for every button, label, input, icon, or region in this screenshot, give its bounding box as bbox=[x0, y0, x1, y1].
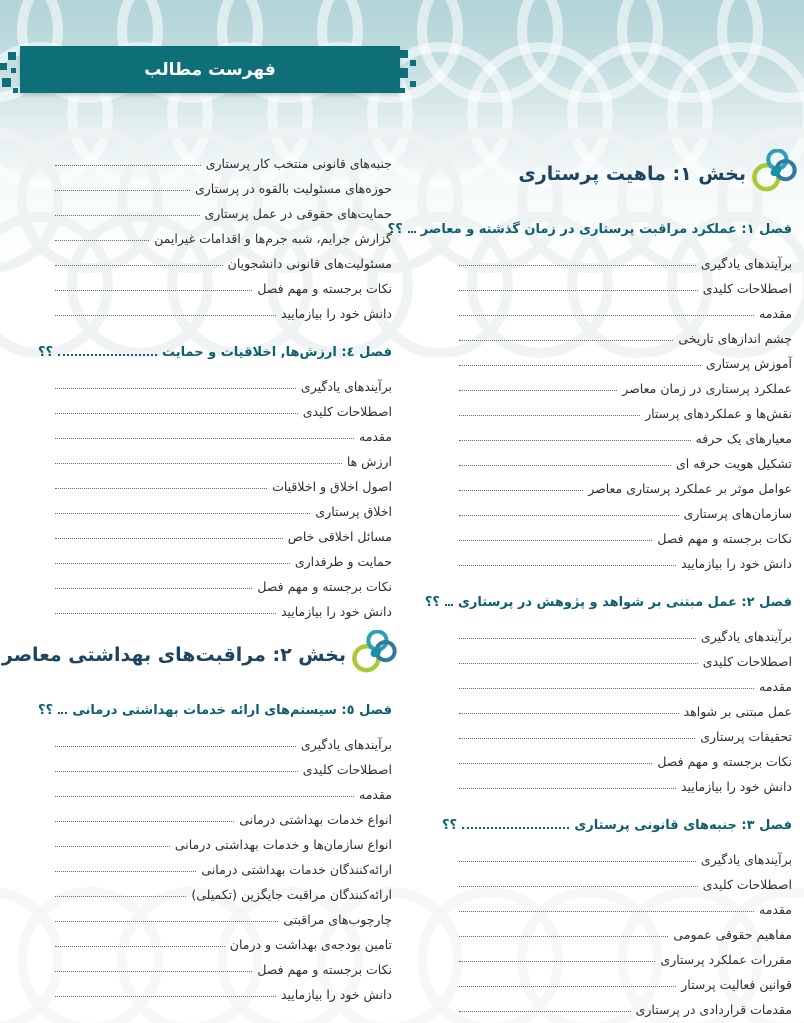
leader-dots bbox=[55, 746, 296, 747]
toc-entry bbox=[440, 423, 792, 448]
toc-entry bbox=[36, 496, 392, 521]
toc-entry-label: برآیندهای یادگیری bbox=[700, 629, 792, 644]
leader-dots bbox=[55, 946, 225, 947]
toc-entry bbox=[36, 979, 392, 1004]
chapter-heading bbox=[36, 694, 392, 720]
toc-entry-label: دانش خود را بیازمایید bbox=[280, 604, 392, 619]
toc-entry-label: تامین بودجه‌ی بهداشت و درمان bbox=[229, 937, 392, 952]
leader-dots bbox=[55, 563, 290, 564]
page-number-placeholder: ؟؟ bbox=[38, 345, 54, 360]
toc-entry bbox=[36, 198, 392, 223]
leader-dots bbox=[459, 986, 676, 987]
pixel-decoration bbox=[2, 78, 11, 87]
pixel-decoration bbox=[398, 68, 408, 78]
toc-entry-label: مقدمه bbox=[759, 902, 792, 917]
rings-logo-icon bbox=[352, 630, 398, 680]
toc-entry-label: حوزه‌های مسئولیت بالقوه در پرستاری bbox=[194, 181, 392, 196]
toc-entry-label: مقدمه bbox=[359, 787, 392, 802]
toc-entry bbox=[440, 869, 792, 894]
toc-entry bbox=[36, 446, 392, 471]
toc-entry-label: اصول اخلاق و اخلاقیات bbox=[272, 479, 392, 494]
toc-entry bbox=[440, 894, 792, 919]
leader-dots bbox=[55, 588, 252, 589]
rings-logo-icon bbox=[752, 149, 798, 199]
toc-entry-label: عمل مبتنی بر شواهد bbox=[683, 704, 792, 719]
leader-dots bbox=[459, 738, 695, 739]
leader-dots bbox=[459, 1011, 631, 1012]
leader-dots bbox=[55, 240, 149, 241]
toc-entry bbox=[440, 273, 792, 298]
toc-entry bbox=[36, 829, 392, 854]
toc-entry-label: برآیندهای یادگیری bbox=[300, 379, 392, 394]
toc-entry bbox=[440, 969, 792, 994]
toc-entry-label: دانش خود را بیازمایید bbox=[280, 306, 392, 321]
toc-entry bbox=[36, 471, 392, 496]
toc-entry-label: اصطلاحات کلیدی bbox=[302, 404, 392, 419]
toc-entry bbox=[36, 521, 392, 546]
toc-entry-label: ارزش ها bbox=[346, 454, 392, 469]
chapter-heading-label: فصل ٥: سیستم‌های ارائه خدمات بهداشتی درمانی bbox=[72, 703, 392, 718]
leader-dots bbox=[55, 996, 276, 997]
toc-entry-label: دانش خود را بیازمایید bbox=[680, 779, 792, 794]
toc-entry bbox=[36, 223, 392, 248]
toc-entry bbox=[36, 596, 392, 621]
toc-entry bbox=[36, 879, 392, 904]
toc-entry bbox=[440, 994, 792, 1019]
leader-dots bbox=[55, 821, 234, 822]
leader-dots bbox=[408, 231, 416, 233]
toc-entry-label: مسائل اخلاقی خاص bbox=[287, 529, 392, 544]
toc-entry-label: انواع سازمان‌ها و خدمات بهداشتی درمانی bbox=[174, 837, 392, 852]
toc-entry-label: آموزش پرستاری bbox=[705, 356, 792, 371]
toc-entry bbox=[440, 746, 792, 771]
toc-entry bbox=[440, 721, 792, 746]
toc-entry-label: مقدمه bbox=[759, 306, 792, 321]
pixel-decoration bbox=[11, 68, 16, 73]
leader-dots bbox=[55, 315, 276, 316]
toc-column-left bbox=[1, 148, 392, 1019]
leader-dots bbox=[459, 490, 583, 491]
leader-dots bbox=[55, 190, 190, 191]
toc-entry bbox=[440, 523, 792, 548]
leader-dots bbox=[55, 438, 354, 439]
toc-entry bbox=[440, 671, 792, 696]
leader-dots bbox=[55, 290, 252, 291]
toc-column-right bbox=[387, 148, 792, 1019]
leader-dots bbox=[459, 515, 679, 516]
leader-dots bbox=[459, 911, 754, 912]
toc-entry-label: اصطلاحات کلیدی bbox=[702, 281, 792, 296]
leader-dots bbox=[462, 827, 569, 829]
toc-entry-label: مقدمات قراردادی در پرستاری bbox=[635, 1002, 792, 1017]
pixel-decoration bbox=[8, 52, 16, 60]
pixel-decoration bbox=[410, 60, 416, 66]
toc-entry bbox=[36, 779, 392, 804]
toc-entry bbox=[440, 944, 792, 969]
leader-dots bbox=[459, 663, 698, 664]
toc-entry bbox=[440, 323, 792, 348]
toc-entry bbox=[36, 754, 392, 779]
toc-entry-label: چارچوب‌های مراقبتی bbox=[283, 912, 392, 927]
leader-dots bbox=[459, 365, 701, 366]
pixel-decoration bbox=[400, 88, 405, 93]
toc-entry-label: عملکرد پرستاری در زمان معاصر bbox=[622, 381, 792, 396]
chapter-heading bbox=[36, 336, 392, 362]
leader-dots bbox=[55, 488, 267, 489]
toc-entry bbox=[36, 729, 392, 754]
page-number-placeholder: ؟؟ bbox=[442, 818, 458, 833]
leader-dots bbox=[55, 265, 223, 266]
toc-entry-label: دانش خود را بیازمایید bbox=[680, 556, 792, 571]
toc-entry bbox=[36, 546, 392, 571]
toc-entry bbox=[36, 273, 392, 298]
leader-dots bbox=[58, 354, 157, 356]
toc-entry bbox=[440, 348, 792, 373]
leader-dots bbox=[55, 613, 276, 614]
leader-dots bbox=[55, 971, 252, 972]
section-heading-label: بخش ۲: مراقبت‌های بهداشتی معاصر bbox=[1, 644, 346, 666]
pixel-decoration bbox=[0, 63, 7, 70]
leader-dots bbox=[459, 265, 696, 266]
leader-dots bbox=[55, 771, 298, 772]
leader-dots bbox=[55, 796, 354, 797]
toc-columns bbox=[1, 148, 792, 1019]
chapter-heading bbox=[440, 809, 792, 835]
toc-title-box bbox=[20, 46, 400, 93]
toc-entry-label: نقش‌ها و عملکردهای پرستار bbox=[645, 406, 792, 421]
leader-dots bbox=[459, 861, 696, 862]
toc-entry bbox=[36, 421, 392, 446]
leader-dots bbox=[459, 961, 655, 962]
leader-dots bbox=[459, 540, 652, 541]
toc-entry bbox=[36, 804, 392, 829]
toc-entry-label: اصطلاحات کلیدی bbox=[702, 877, 792, 892]
leader-dots bbox=[55, 871, 196, 872]
toc-entry-label: چشم اندازهای تاریخی bbox=[678, 331, 792, 346]
toc-entry-label: دانش خود را بیازمایید bbox=[280, 987, 392, 1002]
toc-entry bbox=[440, 646, 792, 671]
page-number-placeholder: ؟؟ bbox=[387, 222, 403, 237]
toc-entry-label: حمایت‌های حقوقی در عمل پرستاری bbox=[204, 206, 392, 221]
leader-dots bbox=[459, 788, 676, 789]
section-heading-label: بخش ۱: ماهیت پرستاری bbox=[518, 163, 746, 185]
toc-entry-label: اصطلاحات کلیدی bbox=[302, 762, 392, 777]
toc-entry-label: انواع خدمات بهداشتی درمانی bbox=[239, 812, 392, 827]
toc-entry-label: نکات برجسته و مهم فصل bbox=[657, 531, 792, 546]
toc-entry-label: مقدمه bbox=[759, 679, 792, 694]
leader-dots bbox=[459, 886, 698, 887]
chapter-heading-label: فصل ۲: عمل مبتنی بر شواهد و پژوهش در پرستاری bbox=[457, 595, 792, 610]
leader-dots bbox=[459, 565, 676, 566]
toc-entry-label: نکات برجسته و مهم فصل bbox=[257, 962, 392, 977]
leader-dots bbox=[55, 538, 283, 539]
toc-entry-label: اخلاق پرستاری bbox=[315, 504, 392, 519]
leader-dots bbox=[55, 165, 201, 166]
toc-entry bbox=[36, 929, 392, 954]
toc-entry bbox=[36, 298, 392, 323]
toc-entry bbox=[440, 448, 792, 473]
chapter-heading-label: فصل ۳: جنبه‌های قانونی پرستاری bbox=[574, 818, 792, 833]
toc-entry-label: نکات برجسته و مهم فصل bbox=[257, 579, 392, 594]
toc-entry bbox=[440, 844, 792, 869]
toc-entry bbox=[440, 771, 792, 796]
toc-entry-label: نکات برجسته و مهم فصل bbox=[257, 281, 392, 296]
toc-entry bbox=[440, 919, 792, 944]
page-number-placeholder: ؟؟ bbox=[38, 703, 54, 718]
toc-entry-label: حمایت و طرفداری bbox=[294, 554, 392, 569]
toc-entry-label: برآیندهای یادگیری bbox=[700, 256, 792, 271]
pixel-decoration bbox=[400, 50, 408, 58]
toc-entry bbox=[36, 248, 392, 273]
toc-entry-label: قوانین فعالیت پرستار bbox=[681, 977, 792, 992]
chapter-heading bbox=[387, 213, 792, 239]
leader-dots bbox=[55, 463, 342, 464]
toc-entry-label: تحقیقات پرستاری bbox=[700, 729, 792, 744]
toc-entry bbox=[440, 473, 792, 498]
toc-entry-label: جنبه‌های قانونی منتخب کار پرستاری bbox=[205, 156, 392, 171]
leader-dots bbox=[58, 712, 67, 714]
toc-entry bbox=[440, 398, 792, 423]
pixel-decoration bbox=[410, 81, 416, 87]
leader-dots bbox=[445, 604, 453, 606]
leader-dots bbox=[459, 936, 668, 937]
toc-entry bbox=[36, 571, 392, 596]
toc-entry bbox=[36, 173, 392, 198]
toc-entry bbox=[36, 904, 392, 929]
leader-dots bbox=[55, 413, 298, 414]
toc-entry bbox=[440, 298, 792, 323]
pixel-decoration bbox=[13, 88, 18, 93]
leader-dots bbox=[459, 390, 617, 391]
toc-entry bbox=[36, 371, 392, 396]
toc-entry-label: مسئولیت‌های قانونی دانشجویان bbox=[227, 256, 392, 271]
toc-entry bbox=[36, 396, 392, 421]
leader-dots bbox=[55, 921, 278, 922]
toc-entry bbox=[440, 696, 792, 721]
leader-dots bbox=[459, 315, 754, 316]
leader-dots bbox=[459, 415, 640, 416]
toc-entry-label: گزارش جرایم، شبه جرم‌ها و اقدامات غیرایمن bbox=[154, 231, 392, 246]
leader-dots bbox=[459, 638, 696, 639]
toc-entry-label: ارائه‌کنندگان خدمات بهداشتی درمانی bbox=[201, 862, 392, 877]
leader-dots bbox=[459, 713, 679, 714]
leader-dots bbox=[459, 440, 691, 441]
leader-dots bbox=[459, 688, 754, 689]
leader-dots bbox=[459, 290, 698, 291]
leader-dots bbox=[55, 896, 186, 897]
leader-dots bbox=[55, 388, 296, 389]
toc-entry-label: برآیندهای یادگیری bbox=[300, 737, 392, 752]
toc-entry bbox=[36, 854, 392, 879]
toc-entry-label: سازمان‌های پرستاری bbox=[683, 506, 792, 521]
section-heading bbox=[440, 148, 792, 200]
chapter-heading bbox=[424, 586, 792, 612]
leader-dots bbox=[459, 763, 652, 764]
toc-entry-label: معیارهای یک حرفه bbox=[695, 431, 792, 446]
page-title: فهرست مطالب bbox=[144, 59, 276, 80]
toc-entry-label: برآیندهای یادگیری bbox=[700, 852, 792, 867]
toc-entry-label: نکات برجسته و مهم فصل bbox=[657, 754, 792, 769]
toc-entry bbox=[36, 954, 392, 979]
leader-dots bbox=[55, 215, 200, 216]
toc-entry bbox=[440, 248, 792, 273]
toc-entry bbox=[440, 498, 792, 523]
leader-dots bbox=[55, 513, 310, 514]
leader-dots bbox=[459, 340, 673, 341]
toc-entry bbox=[36, 148, 392, 173]
chapter-heading-label: فصل ٤: ارزش‌ها, اخلاقیات و حمایت bbox=[161, 345, 392, 360]
toc-entry bbox=[440, 548, 792, 573]
toc-entry-label: مقررات عملکرد پرستاری bbox=[660, 952, 792, 967]
toc-entry bbox=[440, 621, 792, 646]
page-number-placeholder: ؟؟ bbox=[424, 595, 440, 610]
leader-dots bbox=[55, 846, 170, 847]
leader-dots bbox=[459, 465, 671, 466]
toc-entry-label: ارائه‌کنندگان مراقبت جایگزین (تکمیلی) bbox=[191, 887, 392, 902]
chapter-heading-label: فصل ۱: عملکرد مراقبت پرستاری در زمان گذشته و معاصر bbox=[420, 222, 792, 237]
toc-entry bbox=[440, 373, 792, 398]
toc-entry-label: عوامل موثر بر عملکرد پرستاری معاصر bbox=[588, 481, 792, 496]
toc-entry-label: تشکیل هویت حرفه ای bbox=[675, 456, 792, 471]
toc-entry-label: مفاهیم حقوقی عمومی bbox=[673, 927, 792, 942]
toc-entry-label: مقدمه bbox=[359, 429, 392, 444]
section-heading bbox=[1, 629, 392, 681]
toc-entry-label: اصطلاحات کلیدی bbox=[702, 654, 792, 669]
